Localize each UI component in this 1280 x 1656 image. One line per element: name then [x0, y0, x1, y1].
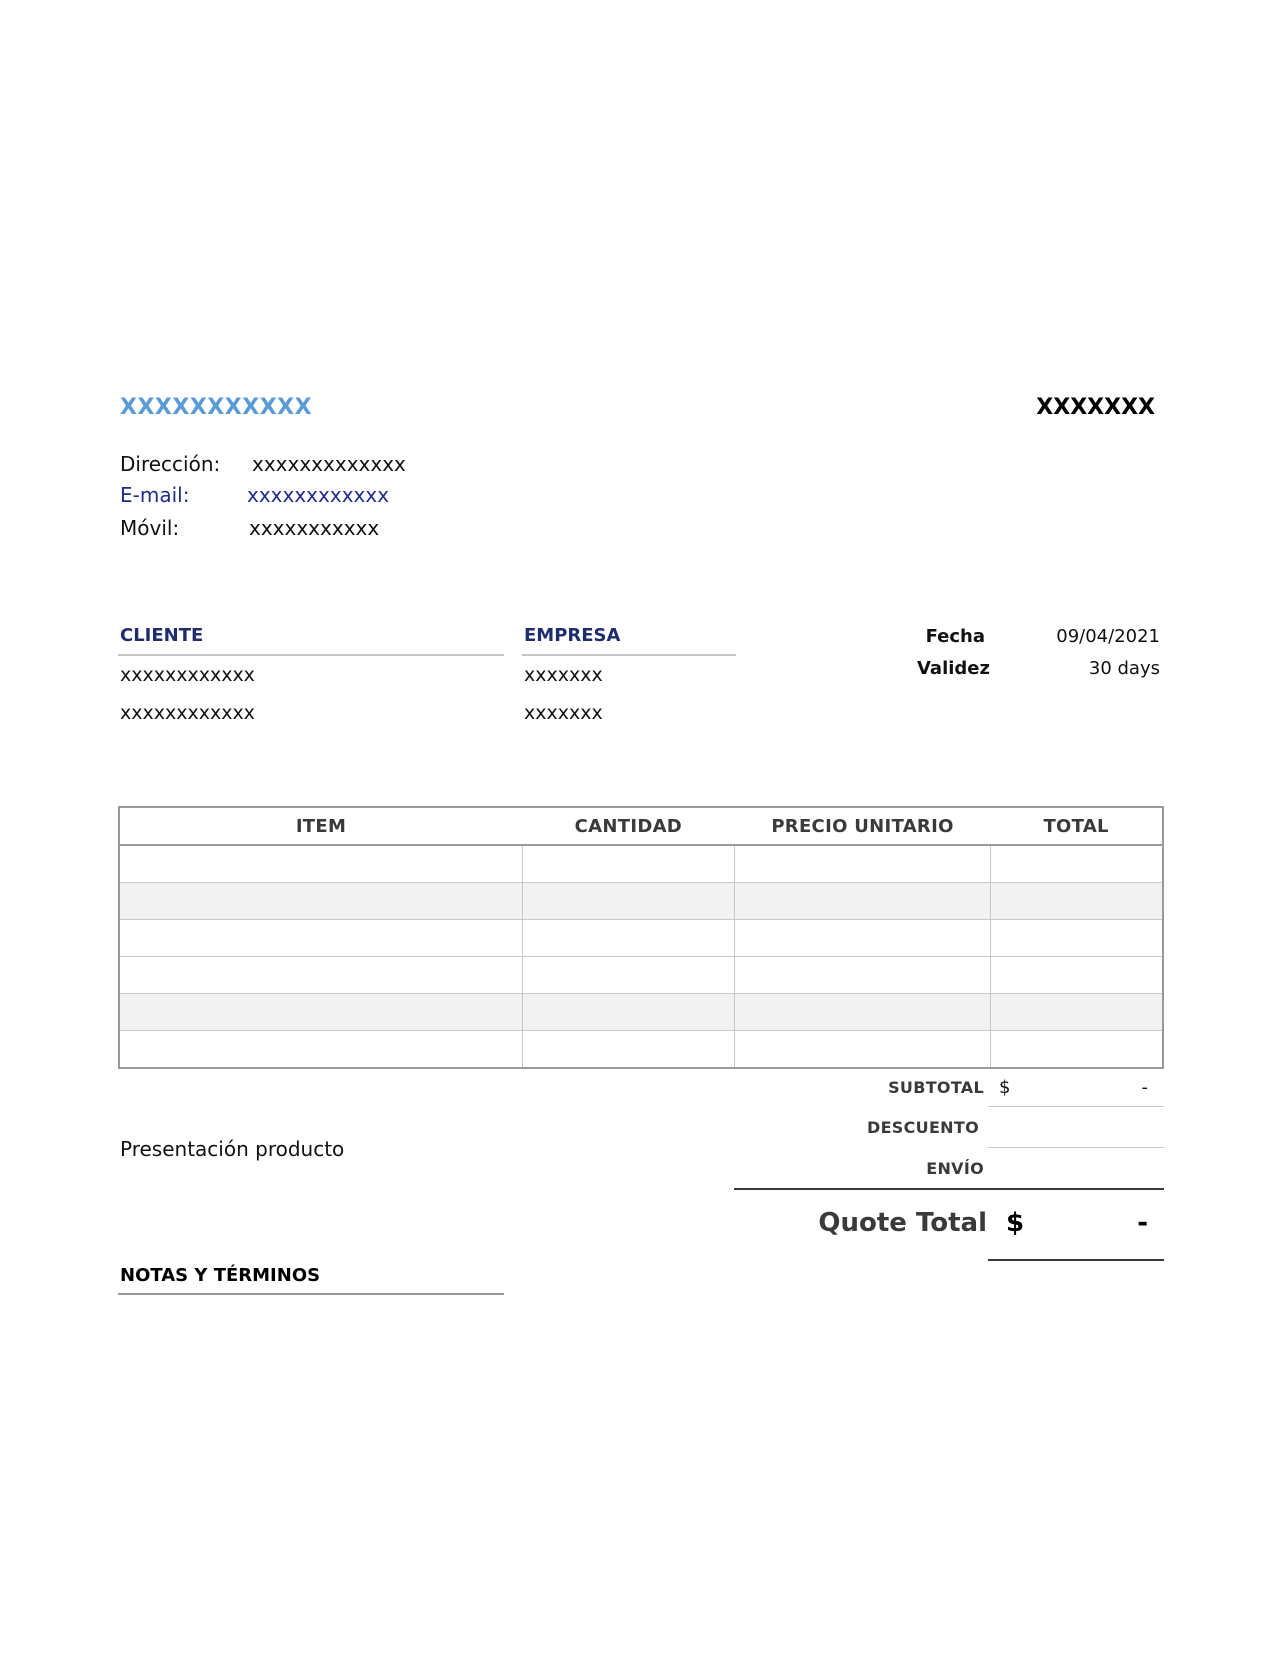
shipping-divider — [734, 1188, 1164, 1190]
notes-heading: NOTAS Y TÉRMINOS — [120, 1265, 321, 1286]
company-heading: EMPRESA — [524, 625, 621, 646]
table-row — [119, 845, 1163, 883]
quantity-cell[interactable] — [522, 883, 735, 920]
mobile-label: Móvil: — [120, 516, 180, 540]
validity-label: Validez — [916, 658, 990, 679]
total-cell[interactable] — [990, 920, 1163, 957]
table-row — [119, 1031, 1163, 1069]
table-row — [119, 883, 1163, 920]
subtotal-value: - — [1141, 1077, 1148, 1098]
document-title: XXXXXXX — [1036, 395, 1155, 420]
date-label: Fecha — [925, 626, 985, 647]
quantity-cell[interactable] — [522, 1031, 735, 1069]
email-value[interactable]: xxxxxxxxxxxx — [247, 483, 390, 507]
company-name: XXXXXXXXXXX — [120, 395, 313, 420]
quote-total-currency: $ — [1006, 1208, 1025, 1238]
total-cell[interactable] — [990, 1031, 1163, 1069]
item-cell[interactable] — [119, 883, 522, 920]
validity-value: 30 days — [1088, 658, 1160, 679]
discount-label: DESCUENTO — [866, 1118, 979, 1137]
address-label: Dirección: — [120, 452, 221, 476]
item-cell[interactable] — [119, 845, 522, 883]
unit-price-cell[interactable] — [735, 920, 991, 957]
total-cell[interactable] — [990, 957, 1163, 994]
table-row — [119, 957, 1163, 994]
table-row — [119, 994, 1163, 1031]
notes-divider — [118, 1293, 504, 1295]
email-label: E-mail: — [120, 483, 190, 507]
client-heading: CLIENTE — [120, 625, 204, 646]
item-cell[interactable] — [119, 957, 522, 994]
column-header-total: TOTAL — [990, 807, 1163, 845]
quote-total-label: Quote Total — [818, 1208, 987, 1238]
mobile-value: xxxxxxxxxxx — [249, 516, 380, 540]
column-header-item: ITEM — [119, 807, 522, 845]
unit-price-cell[interactable] — [735, 1031, 991, 1069]
company-divider — [522, 654, 736, 656]
table-row — [119, 920, 1163, 957]
unit-price-cell[interactable] — [735, 994, 991, 1031]
product-presentation: Presentación producto — [120, 1137, 345, 1161]
quote-total-value: - — [1137, 1208, 1148, 1238]
items-table — [118, 806, 1164, 1069]
client-line-1: xxxxxxxxxxxx — [120, 664, 255, 686]
total-cell[interactable] — [990, 883, 1163, 920]
unit-price-cell[interactable] — [735, 845, 991, 883]
client-line-2: xxxxxxxxxxxx — [120, 702, 255, 724]
total-cell[interactable] — [990, 845, 1163, 883]
address-value: xxxxxxxxxxxxx — [252, 452, 406, 476]
company-line-2: xxxxxxx — [524, 702, 603, 724]
quantity-cell[interactable] — [522, 845, 735, 883]
unit-price-cell[interactable] — [735, 883, 991, 920]
item-cell[interactable] — [119, 920, 522, 957]
total-cell[interactable] — [990, 994, 1163, 1031]
column-header-unit-price: PRECIO UNITARIO — [735, 807, 991, 845]
item-cell[interactable] — [119, 1031, 522, 1069]
date-value: 09/04/2021 — [1056, 626, 1160, 647]
unit-price-cell[interactable] — [735, 957, 991, 994]
subtotal-label: SUBTOTAL — [888, 1078, 984, 1097]
table-header-row — [119, 807, 1163, 845]
column-header-quantity: CANTIDAD — [522, 807, 735, 845]
subtotal-divider — [988, 1106, 1164, 1107]
quantity-cell[interactable] — [522, 994, 735, 1031]
item-cell[interactable] — [119, 994, 522, 1031]
quantity-cell[interactable] — [522, 920, 735, 957]
company-line-1: xxxxxxx — [524, 664, 603, 686]
quote-total-divider — [988, 1259, 1164, 1261]
subtotal-currency: $ — [999, 1077, 1011, 1098]
shipping-label: ENVÍO — [926, 1159, 984, 1178]
discount-divider — [988, 1147, 1164, 1148]
quantity-cell[interactable] — [522, 957, 735, 994]
client-divider — [118, 654, 504, 656]
